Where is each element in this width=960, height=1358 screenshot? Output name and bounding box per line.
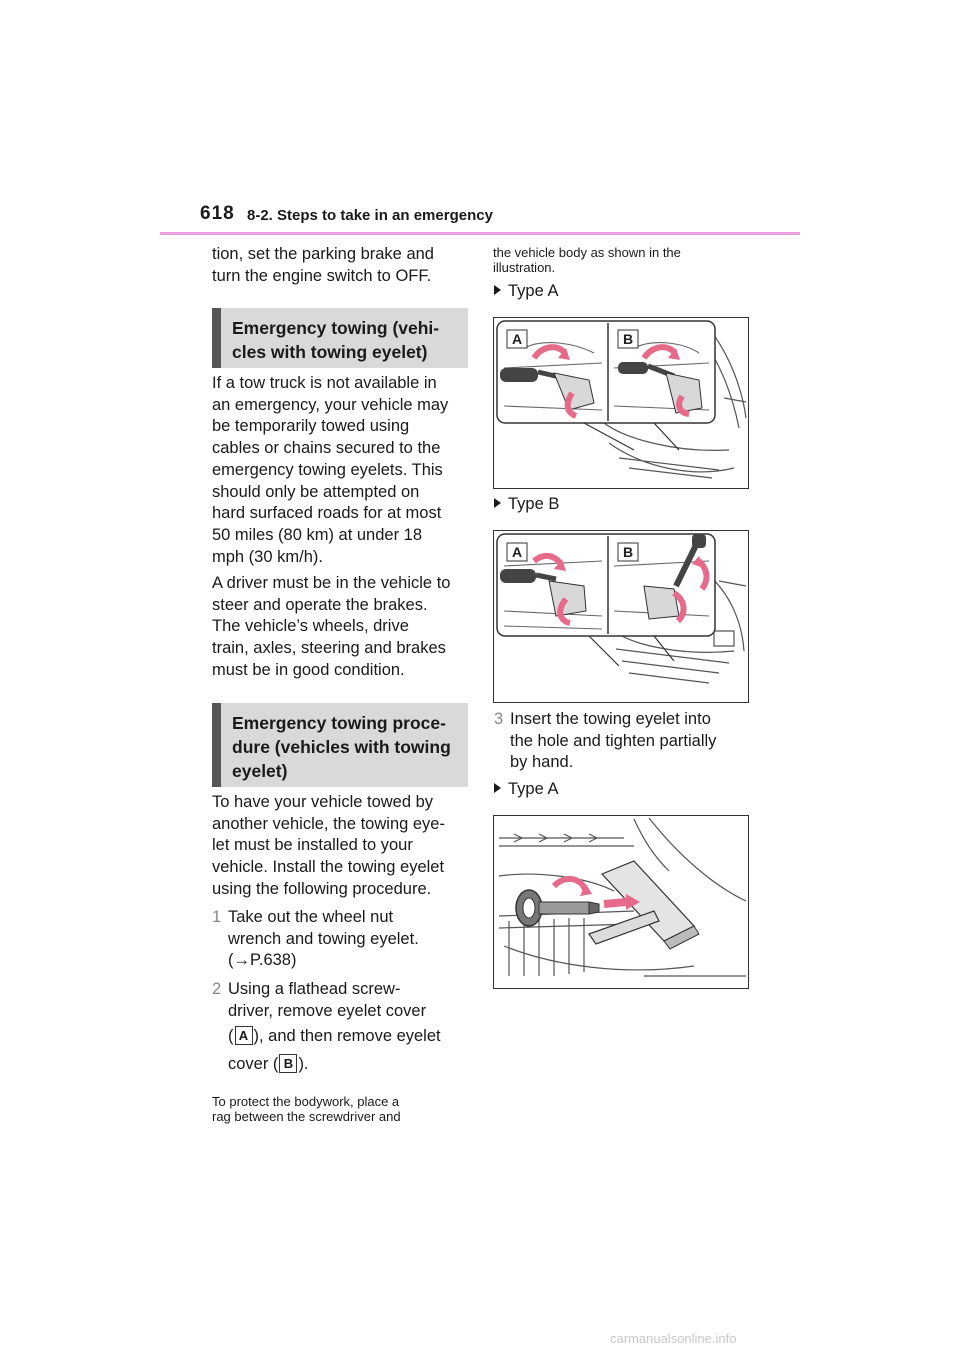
paragraph-tow-info bbox=[212, 373, 474, 568]
para-line: emergency towing eyelets. This bbox=[212, 460, 443, 479]
type-a-label-2: Type A bbox=[494, 780, 558, 799]
para-line: 50 miles (80 km) at under 18 bbox=[212, 525, 423, 544]
heading-line: Emergency towing (vehi- bbox=[232, 318, 440, 338]
label-a-icon: A bbox=[235, 1026, 253, 1045]
para-line: an emergency, your vehicle may bbox=[212, 395, 449, 414]
step-line: Take out the wheel nut bbox=[228, 908, 394, 926]
figure-label-a: A bbox=[511, 544, 523, 560]
note-text bbox=[212, 1094, 474, 1124]
heading-emergency-towing bbox=[212, 308, 468, 368]
heading-towing-procedure bbox=[212, 703, 468, 787]
page-number: 618 bbox=[200, 203, 235, 224]
heading-line: dure (vehicles with towing bbox=[232, 737, 451, 757]
type-b-label: Type B bbox=[494, 495, 559, 514]
note-continued bbox=[493, 245, 753, 275]
figure-label-a: A bbox=[511, 331, 523, 347]
para-line: another vehicle, the towing eye- bbox=[212, 814, 445, 833]
step-number: 3 bbox=[494, 710, 504, 728]
step-3 bbox=[494, 709, 754, 775]
figure-type-b-cover-removal bbox=[493, 530, 749, 703]
note-line: illustration. bbox=[493, 260, 556, 275]
figure-type-a-cover-removal bbox=[493, 317, 749, 489]
step-body bbox=[228, 907, 419, 972]
figure-label-b: B bbox=[622, 331, 634, 347]
step-line: cover ( B ). bbox=[228, 1055, 309, 1074]
heading-line: cles with towing eyelet) bbox=[232, 342, 428, 362]
para-line: vehicle. Install the towing eyelet bbox=[212, 858, 445, 877]
page-reference-link[interactable]: (→P.638) bbox=[228, 951, 297, 970]
note-line: rag between the screwdriver and bbox=[212, 1109, 401, 1124]
para-line: train, axles, steering and brakes bbox=[212, 639, 446, 658]
type-a-label: Type A bbox=[494, 282, 558, 301]
para-line: cables or chains secured to the bbox=[212, 439, 441, 458]
intro-line: turn the engine switch to OFF. bbox=[212, 266, 432, 285]
para-line: hard surfaced roads for at most bbox=[212, 504, 442, 523]
step-2 bbox=[212, 979, 472, 1084]
note-line: To protect the bodywork, place a bbox=[212, 1094, 400, 1109]
para-line: using the following procedure. bbox=[212, 879, 432, 898]
bullet-triangle-icon bbox=[494, 783, 501, 793]
step-number: 1 bbox=[212, 908, 222, 926]
paragraph-procedure bbox=[212, 792, 474, 901]
step-line: Insert the towing eyelet into bbox=[510, 710, 711, 728]
step-number: 2 bbox=[212, 980, 222, 998]
bullet-triangle-icon bbox=[494, 285, 501, 295]
step-line: ( A ), and then remove eyelet bbox=[228, 1027, 441, 1046]
step-line: wrench and towing eyelet. bbox=[228, 929, 419, 948]
para-line: The vehicle’s wheels, drive bbox=[212, 617, 409, 636]
para-line: mph (30 km/h). bbox=[212, 547, 323, 566]
paragraph-driver bbox=[212, 573, 474, 682]
step-line: driver, remove eyelet cover bbox=[228, 1001, 427, 1020]
note-line: the vehicle body as shown in the bbox=[493, 245, 681, 260]
illustration-eyelet-insertion bbox=[494, 816, 748, 988]
label-b-icon: B bbox=[279, 1054, 297, 1073]
step-1 bbox=[212, 907, 472, 973]
step-line: the hole and tighten partially bbox=[510, 731, 717, 750]
bullet-triangle-icon bbox=[494, 498, 501, 508]
heading-line: eyelet) bbox=[232, 761, 288, 781]
step-body bbox=[228, 979, 441, 1076]
step-line: Using a flathead screw- bbox=[228, 980, 401, 998]
para-line: steer and operate the brakes. bbox=[212, 595, 428, 614]
heading-line: Emergency towing proce- bbox=[232, 713, 446, 733]
figure-label-b: B bbox=[622, 544, 634, 560]
watermark: carmanualsonline.info bbox=[610, 1331, 737, 1346]
illustration-type-b bbox=[494, 531, 748, 702]
para-line: be temporarily towed using bbox=[212, 417, 410, 436]
para-line: should only be attempted on bbox=[212, 482, 420, 501]
figure-type-a-eyelet-insertion bbox=[493, 815, 749, 989]
section-title: 8-2. Steps to take in an emergency bbox=[247, 207, 493, 224]
header-rule bbox=[160, 232, 800, 235]
intro-line: tion, set the parking brake and bbox=[212, 245, 434, 263]
step-line: by hand. bbox=[510, 753, 574, 772]
illustration-type-a bbox=[494, 318, 748, 488]
intro-text bbox=[212, 244, 472, 287]
para-line: let must be installed to your bbox=[212, 836, 413, 855]
step-body bbox=[510, 709, 716, 774]
para-line: To have your vehicle towed by bbox=[212, 793, 434, 811]
para-line: must be in good condition. bbox=[212, 660, 405, 679]
para-line: A driver must be in the vehicle to bbox=[212, 574, 451, 592]
para-line: If a tow truck is not available in bbox=[212, 374, 437, 392]
